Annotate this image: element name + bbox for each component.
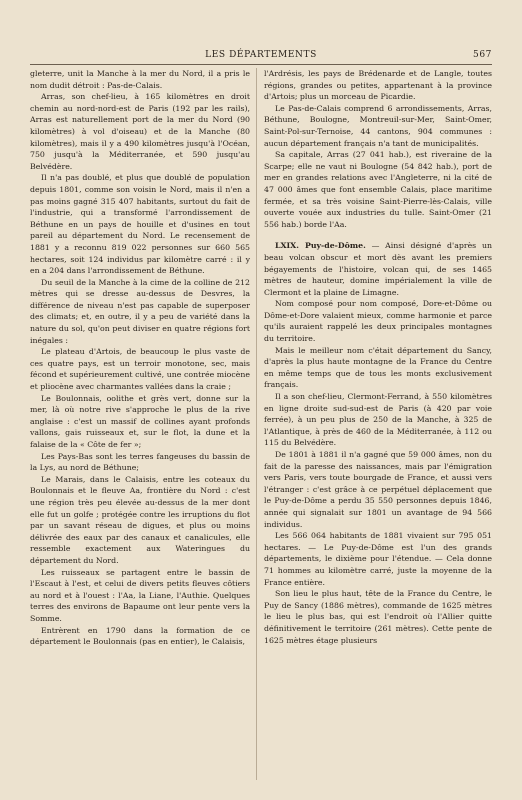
paragraph: Il n'a pas doublé, et plus que doublé de population depuis 1801, comme son voisin le Nord, mais il n'en a pas moins gagné 315 407 habitants, surtout du fait de l'industrie, qui a transformé l'arrondissement de Béthune en un pays de houille et d'usines en tout pareil au département du Nord. Le recensement de 1881 y a reconnu 819 022 personnes sur 660 565 hectares, soit 124 individus par kilomètre carré : il y en a 204 dans l'arrondissement de Béthune. [30,173,250,276]
paragraph: Les 566 064 habitants de 1881 vivaient sur 795 051 hectares. — Le Puy-de-Dôme est l'un des grands départements, le dixième pour l'étendue. — Cela donne 71 hommes au kilomètre carré, juste la moyenne de la France entière. [264,531,492,587]
paragraph: Les Pays-Bas sont les terres fangeuses du bassin de la Lys, au nord de Béthune; [30,451,250,473]
paragraph: Arras, son chef-lieu, à 165 kilomètres en droit chemin au nord-nord-est de Paris (192 par les rails), Arras est naturellement port de la mer du Nord (90 kilomètres) à vol d'oiseau) et de la Manche (80 kilomètres), mais il y a 490 kilomètres jusqu'à l'Océan, 750 jusqu'à la Méditerranée, et 590 jusqu'au Belvédère. [30,92,250,171]
paragraph: gleterre, unit la Manche à la mer du Nord, il a pris le nom dudit détroit : Pas-de-Calais. [30,69,250,90]
paragraph: Entrèrent en 1790 dans la formation de ce département le Boulonnais (pas en entier), le Calaisis, [30,625,250,647]
paragraph: Le plateau d'Artois, de beaucoup le plus vaste de ces quatre pays, est un terroir monotone, sec, mais fécond et supérieurement cultivé, une contrée miocène et pliocène avec charmantes vallées dans la craie ; [30,347,250,392]
section-heading: LXIX. Puy-de-Dôme. [275,241,366,251]
paragraph: Le Boulonnais, oolithe et grès vert, donne sur la mer, là où notre rive s'approche le plus de la rive anglaise : c'est un massif de collines ayant profonds vallons, gais ruisseaux et, sur le flot, la dune et la falaise de la « Côte de fer »; [30,393,250,449]
paragraph: Sa capitale, Arras (27 041 hab.), est riveraine de la Scarpe; elle ne vaut ni Boulogne (54 842 hab.), port de mer en grandes relations avec l'Angleterre, ni la cité de 47 000 âmes que font ensemble Calais, place maritime fermée, et sa très voisine Saint-Pierre-lès-Calais, ville ouverte vouée aux industries du tulle. Saint-Omer (21 556 hab.) borde l'Aa. [264,150,492,229]
right-column [264,68,492,790]
running-title: LES DÉPARTEMENTS [205,50,317,60]
header-rule [30,64,492,65]
page-number: 567 [473,50,492,60]
paragraph: Il a son chef-lieu, Clermont-Ferrand, à 550 kilomètres en ligne droite sud-sud-est de Paris (à 420 par voie ferrée), à un peu plus de 250 de la Manche, à 325 de l'Atlantique, à près de 460 de la Méditerranée, à 112 ou 115 du Belvédère. [264,392,492,448]
running-header [30,50,492,62]
paragraph: Les ruisseaux se partagent entre le bassin de l'Escaut à l'est, et celui de divers petits fleuves côtiers au nord et à l'ouest : l'Aa, la Liane, l'Authie. Quelques terres des environs de Bapaume ont leur pente vers la Somme. [30,567,250,623]
column-divider [256,68,257,780]
left-column [30,68,250,790]
section-intro [264,240,492,298]
section-lead: — Ainsi désigné d'après un beau volcan obscur et mort dès avant les premiers bégayements de l'histoire, volcan qui, de ses 1465 mètres de hauteur, domine impérialement la ville de Clermont et la plaine de Limagne. [264,241,492,297]
paragraph: Mais le meilleur nom c'était département du Sancy, d'après la plus haute montagne de la France du Centre en même temps que de tous les monts exclusivement français. [264,345,492,390]
paragraph: Le Marais, dans le Calaisis, entre les coteaux du Boulonnais et le fleuve Aa, frontière du Nord : c'est une région très peu élevée au-dessus de la mer dont elle fut un golfe ; protégée contre les irruptions du flot par un savant réseau de digues, et plus ou moins délivrée des eaux par des canaux et canalicules, elle ressemble exactement aux Wateringues du département du Nord. [30,474,250,565]
paragraph: De 1801 à 1881 il n'a gagné que 59 000 âmes, non du fait de la paresse des naissances, mais par l'émigration vers Paris, vers toute bourgade de France, et aussi vers l'étranger : c'est grâce à ce perpétuel déplacement que le Puy-de-Dôme a perdu 35 550 personnes depuis 1846, année qui signalait sur 1801 un avantage de 94 566 individus. [264,450,492,529]
paragraph: Du seuil de la Manche à la cime de la colline de 212 mètres qui se dresse au-dessus de Desvres, la différence de niveau n'est pas capable de superposer des climats; et, en outre, il y a peu de variété dans la nature du sol, qu'on peut diviser en quatre régions fort inégales : [30,277,250,345]
paragraph: l'Ardrésis, les pays de Brédenarde et de Langle, toutes régions, grandes ou petites, appartenant à la province d'Artois; plus un morceau de Picardie. [264,69,492,102]
paragraph: Son lieu le plus haut, tête de la France du Centre, le Puy de Sancy (1886 mètres), commande de 1625 mètres le lieu le plus bas, qui est l'endroit où l'Allier quitte définitivement le territoire (261 mètres). Cette pente de 1625 mètres étage plusieurs [264,589,492,645]
paragraph: Nom composé pour nom composé, Dore-et-Dôme ou Dôme-et-Dore valaient mieux, comme harmonie et parce qu'ils auraient rappelé les deux principales montagnes du territoire. [264,299,492,344]
paragraph: Le Pas-de-Calais comprend 6 arrondissements, Arras, Béthune, Boulogne, Montreuil-sur-Mer, Saint-Omer, Saint-Pol-sur-Ternoise, 44 cantons, 904 communes : aucun département français n'a tant de municipalités. [264,103,492,148]
